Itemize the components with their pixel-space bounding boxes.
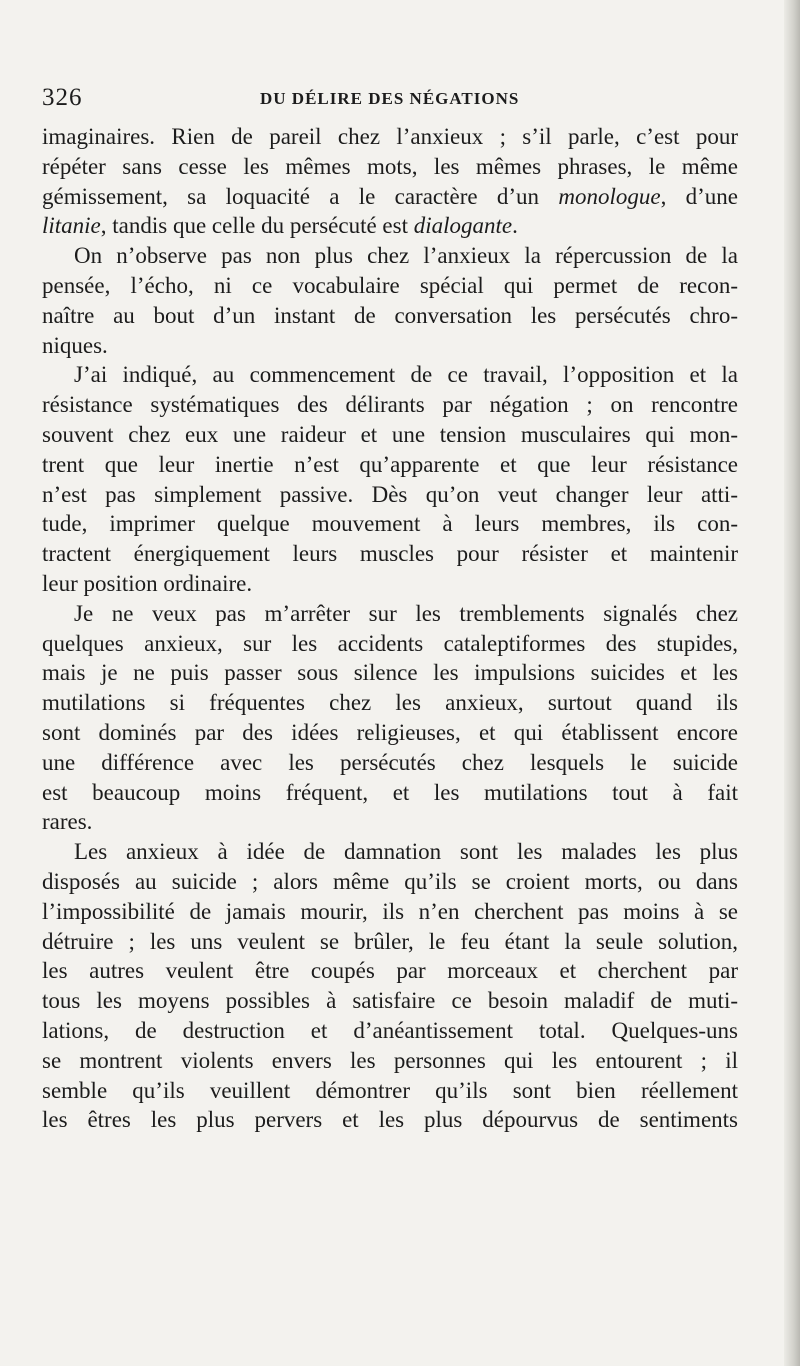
text-line: tous les moyens possibles à satisfaire ce besoin maladif de muti- xyxy=(42,988,738,1014)
text-line: lations, de destruction et d’anéantissement total. Quelques-uns xyxy=(42,1017,738,1043)
text-run: gémissement, sa loquacité a le caractère d’un xyxy=(42,183,559,209)
italic-term: monologue xyxy=(558,183,661,209)
text-line: leur position ordinaire. xyxy=(42,570,253,596)
body-text xyxy=(42,122,738,1135)
text-run: , tandis que celle du persécuté est xyxy=(100,213,414,239)
text-line: rares. xyxy=(42,809,93,835)
text-line: trent que leur inertie n’est qu’apparente et que leur résistance xyxy=(42,451,738,477)
running-head: DU DÉLIRE DES NÉGATIONS xyxy=(260,89,520,108)
text-line: tractent énergiquement leurs muscles pour résister et maintenir xyxy=(42,541,738,567)
text-line: naître au bout d’un instant de conversation les persécutés chro- xyxy=(42,302,738,328)
text-line: n’est pas simplement passive. Dès qu’on veut changer leur atti- xyxy=(42,481,738,507)
page-edge-shadow xyxy=(784,0,800,1366)
text-line: une différence avec les persécutés chez lesquels le suicide xyxy=(42,749,738,775)
text-line: mutilations si fréquentes chez les anxieux, surtout quand ils xyxy=(42,690,738,716)
italic-term: litanie xyxy=(42,213,101,239)
text-line: tude, imprimer quelque mouvement à leurs membres, ils con- xyxy=(42,511,738,537)
text-line: pensée, l’écho, ni ce vocabulaire spécial qui permet de recon- xyxy=(42,272,738,298)
text-line xyxy=(42,211,738,241)
text-line: disposés au suicide ; alors même qu’ils se croient morts, ou dans xyxy=(42,868,738,894)
text-line: On n’observe pas non plus chez l’anxieux la répercussion de la xyxy=(74,243,738,269)
text-line: sont dominés par des idées religieuses, et qui établissent encore xyxy=(42,719,738,745)
text-line: est beaucoup moins fréquent, et les mutilations tout à fait xyxy=(42,779,738,805)
italic-term: dialogante xyxy=(413,213,513,239)
text-line: quelques anxieux, sur les accidents cataleptiformes des stupides, xyxy=(42,630,738,656)
text-line: Les anxieux à idée de damnation sont les malades les plus xyxy=(74,839,738,865)
text-line: niques. xyxy=(42,332,108,358)
text-line: l’impossibilité de jamais mourir, ils n’en cherchent pas moins à se xyxy=(42,898,738,924)
page-number: 326 xyxy=(42,84,83,111)
text-line: souvent chez eux une raideur et une tension musculaires qui mon- xyxy=(42,421,738,447)
text-line: résistance systématiques des délirants par négation ; on rencontre xyxy=(42,392,738,418)
text-line: imaginaires. Rien de pareil chez l’anxieux ; s’il parle, c’est pour xyxy=(42,124,738,149)
text-line xyxy=(42,182,738,212)
text-line: les êtres les plus pervers et les plus dépourvus de sentiments xyxy=(42,1107,738,1133)
text-line: Je ne veux pas m’arrêter sur les tremblements signalés chez xyxy=(74,600,738,626)
page-header xyxy=(42,84,742,120)
text-line: détruire ; les uns veulent se brûler, le feu étant la seule solution, xyxy=(42,928,738,954)
text-run: , d’une xyxy=(660,183,739,209)
text-line: mais je ne puis passer sous silence les impulsions suicides et les xyxy=(42,660,738,686)
text-run: . xyxy=(512,213,518,239)
text-line: se montrent violents envers les personnes qui les entourent ; il xyxy=(42,1047,738,1073)
text-line: semble qu’ils veuillent démontrer qu’ils sont bien réellement xyxy=(42,1077,738,1103)
text-line: répéter sans cesse les mêmes mots, les mêmes phrases, le même xyxy=(42,153,738,179)
text-line: les autres veulent être coupés par morceaux et cherchent par xyxy=(42,958,738,984)
text-line: J’ai indiqué, au commencement de ce travail, l’opposition et la xyxy=(74,362,738,388)
